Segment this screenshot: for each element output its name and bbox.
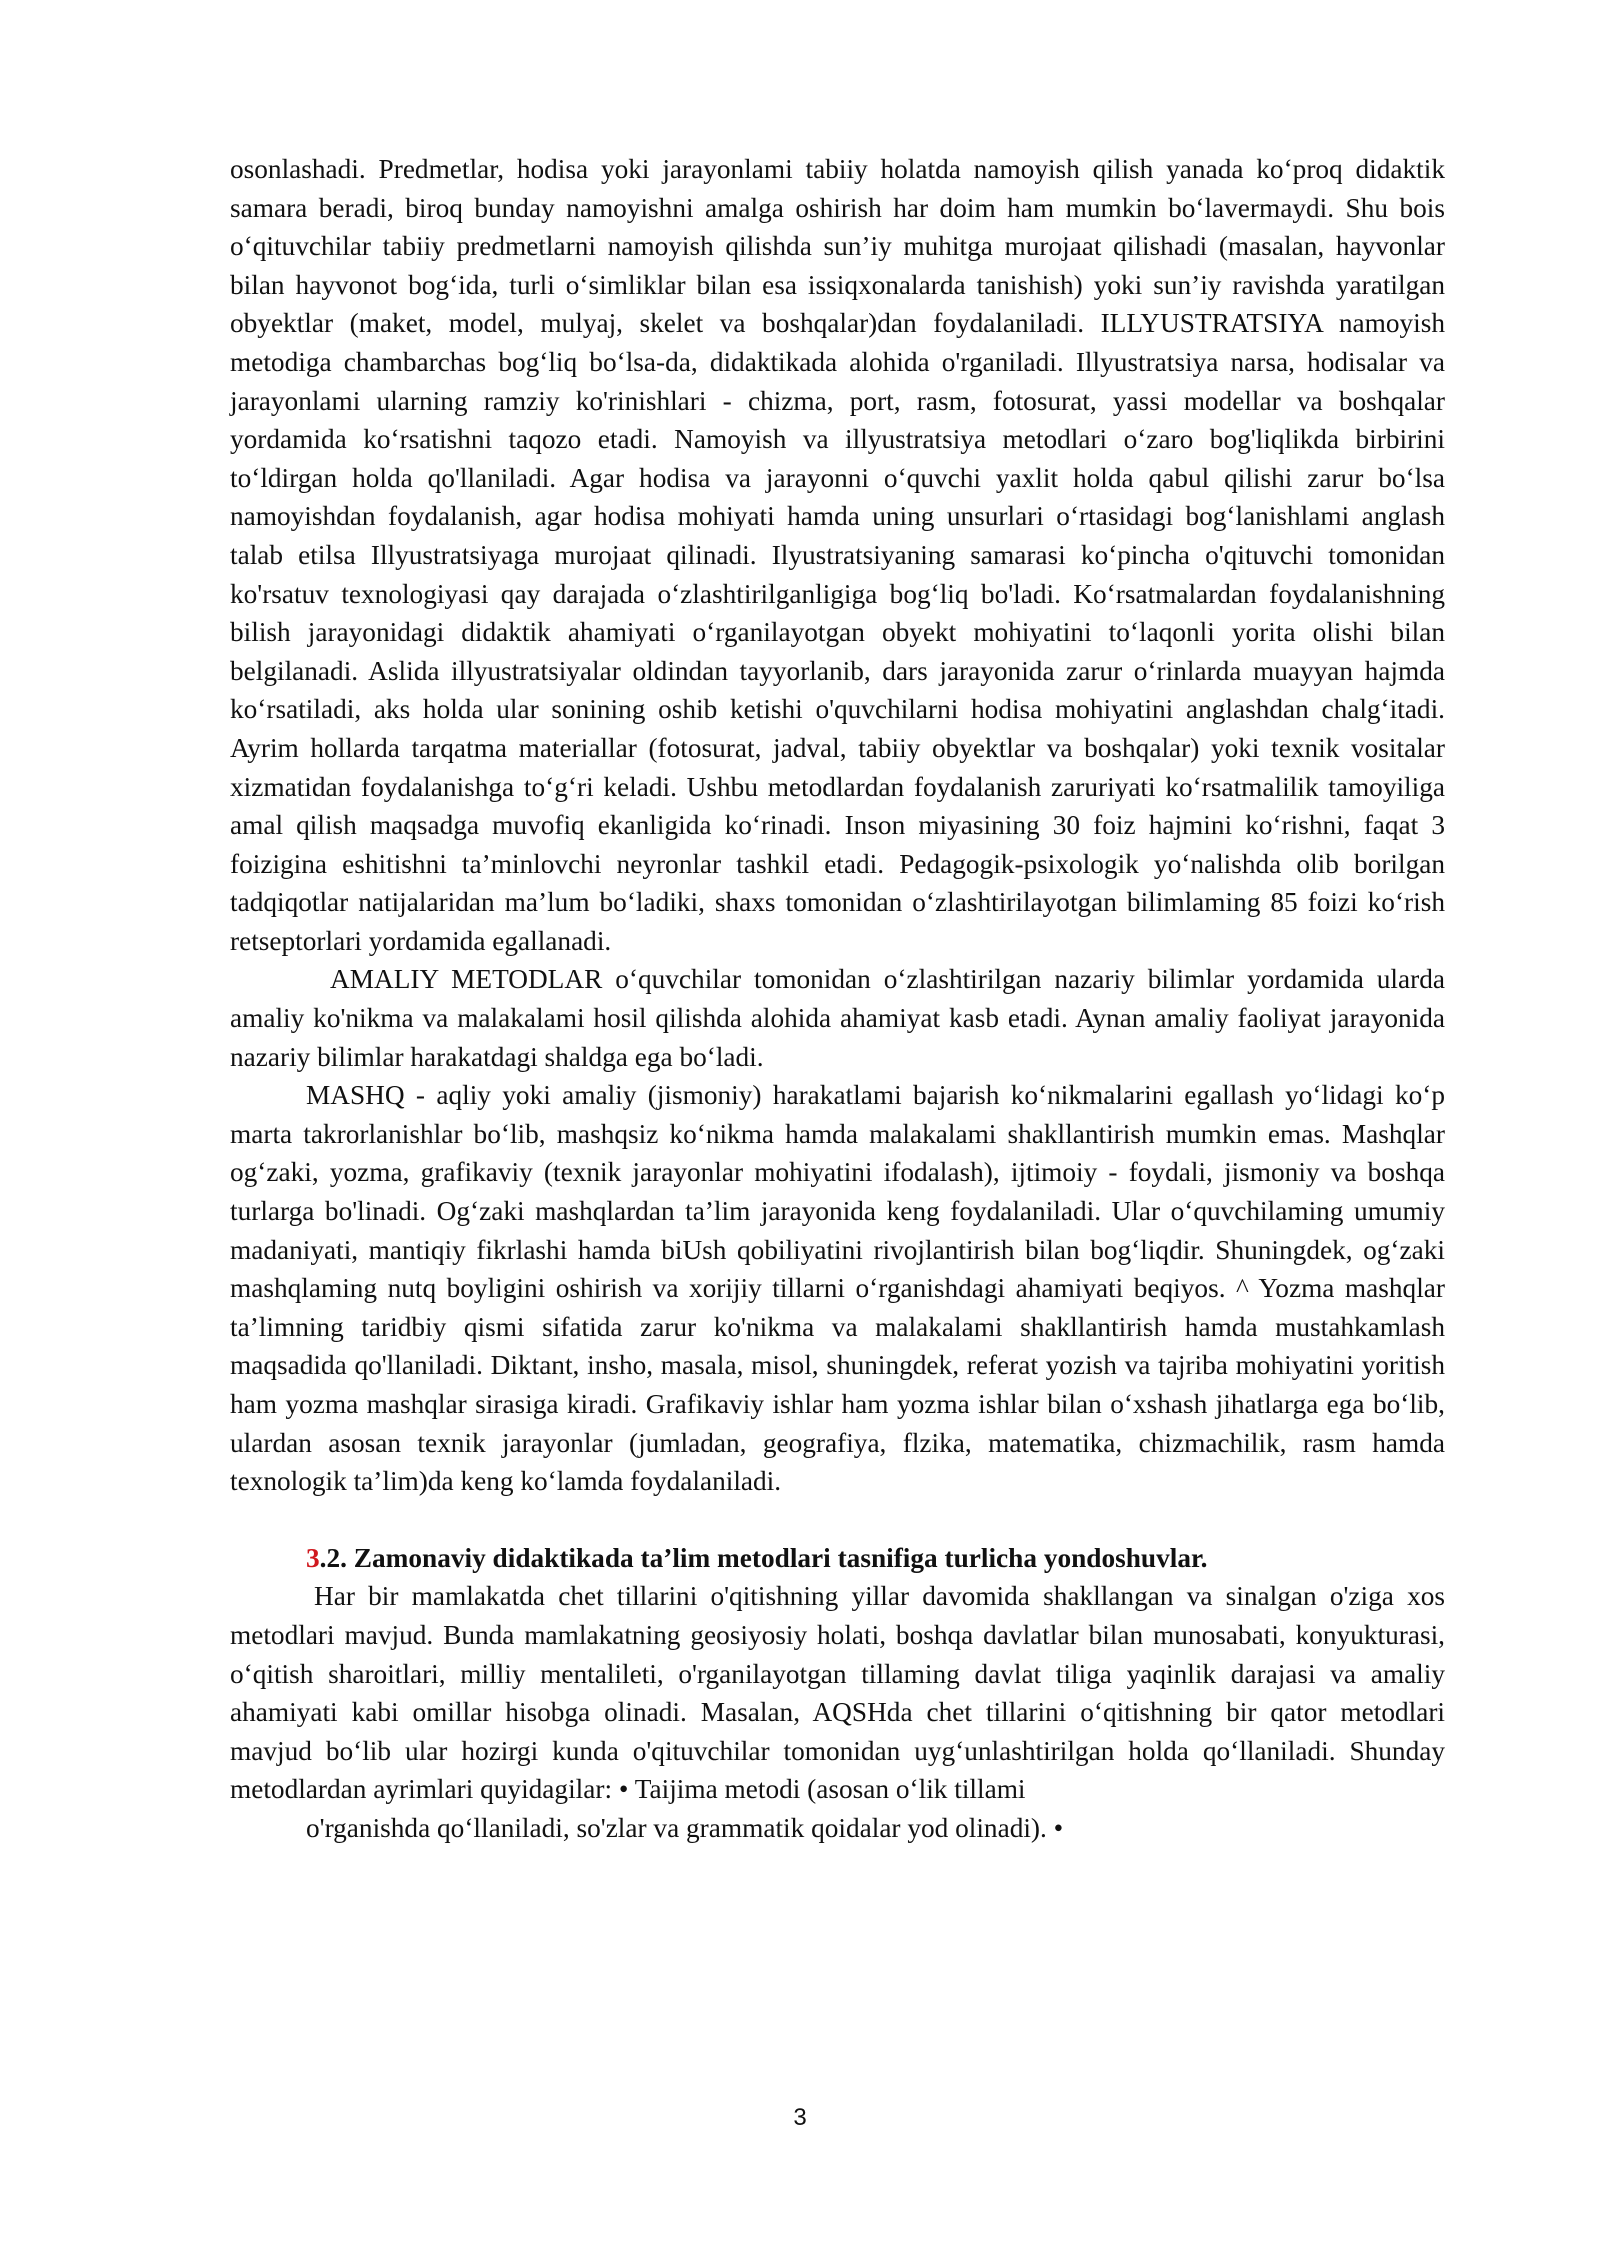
section-heading [230,1539,1445,1578]
document-page [230,150,1445,1848]
paragraph-exercise: MASHQ - aqliy yoki amaliy (jismoniy) harakatlami bajarish ko‘nikmalarini egallash yo‘lidagi ko‘p marta takrorlanishlar bo‘lib, mashqsiz ko‘nikma hamda malakalami shakllantirish mumkin emas. Mashqlar og‘zaki, yozma, grafikaviy (texnik jarayonlar mohiyatini ifodalash), ijtimoiy - foydali, jismoniy va boshqa turlarga bo'linadi. Og‘zaki mashqlardan ta’lim jarayonida keng foydalaniladi. Ular o‘quvchilaming umumiy madaniyati, mantiqiy fikrlashi hamda biUsh qobiliyatini rivojlantirish bilan bog‘liqdir. Shuningdek, og‘zaki mashqlaming nutq boyligini oshirish va xorijiy tillarni o‘rganishdagi ahamiyati beqiyos. ^ Yozma mashqlar ta’limning taridbiy qismi sifatida zarur ko'nikma va malakalami shakllantirish hamda mustahkamlash maqsadida qo'llaniladi. Diktant, insho, masala, misol, shuningdek, referat yozish va tajriba mohiyatini yoritish ham yozma mashqlar sirasiga kiradi. Grafikaviy ishlar ham yozma ishlar bilan o‘xshash jihatlarga ega bo‘lib, ulardan asosan texnik jarayonlar (jumladan, geografiya, flzika, matematika, chizmachilik, rasm hamda texnologik ta’lim)da keng ko‘lamda foydalaniladi. [230,1080,1445,1497]
section-heading-text: .2. Zamonaviy didaktikada ta’lim metodlari tasnifiga turlicha yondoshuvlar. [319,1542,1208,1573]
paragraph-illustration-methods: osonlashadi. Predmetlar, hodisa yoki jarayonlami tabiiy holatda namoyish qilish yanada ko‘proq didaktik samara beradi, biroq bunday namoyishni amalga oshirish har doim ham mumkin bo‘lavermaydi. Shu bois o‘qituvchilar tabiiy predmetlarni namoyish qilishda sun’iy muhitga murojaat qilishadi (masalan, hayvonlar bilan hayvonot bog‘ida, turli o‘simliklar bilan esa issiqxonalarda tanishish) yoki sun’iy ravishda yaratilgan obyektlar (maket, model, mulyaj, skelet va boshqalar)dan foydalaniladi. ILLYUSTRATSIYA namoyish metodiga chambarchas bog‘liq bo‘lsa-da, didaktikada alohida o'rganiladi. Illyustratsiya narsa, hodisalar va jarayonlami ularning ramziy ko'rinishlari - chizma, port, rasm, fotosurat, yassi modellar va boshqalar yordamida ko‘rsatishni taqozo etadi. Namoyish va illyustratsiya metodlari o‘zaro bog'liqlikda birbirini to‘ldirgan holda qo'llaniladi. Agar hodisa va jarayonni o‘quvchi yaxlit holda qabul qilishi zarur bo‘lsa namoyishdan foydalanish, agar hodisa mohiyati hamda uning unsurlari o‘rtasidagi bog‘lanishlami anglash talab etilsa Illyustratsiyaga murojaat qilinadi. Ilyustratsiyaning samarasi ko‘pincha o'qituvchi tomonidan ko'rsatuv texnologiyasi qay darajada o‘zlashtirilganligiga bog‘liq bo'ladi. Ko‘rsatmalardan foydalanishning bilish jarayonidagi didaktik ahamiyati o‘rganilayotgan obyekt mohiyatini to‘laqonli yorita olishi bilan belgilanadi. Aslida illyustratsiyalar oldindan tayyorlanib, dars jarayonida zarur o‘rinlarda muayyan hajmda ko‘rsatiladi, aks holda ular sonining oshib ketishi o'quvchilarni hodisa mohiyatini anglashdan chalg‘itadi. Ayrim hollarda tarqatma materiallar (fotosurat, jadval, tabiiy obyektlar va boshqalar) yoki texnik vositalar xizmatidan foydalanishga to‘g‘ri keladi. Ushbu metodlardan foydalanish zaruriyati ko‘rsatmalilik tamoyiliga amal qilish maqsadga muvofiq ekanligida ko‘rinadi. Inson miyasining 30 foiz hajmini ko‘rishni, faqat 3 foizigina eshitishni ta’minlovchi neyronlar tashkil etadi. Pedagogik-psixologik yo‘nalishda olib borilgan tadqiqotlar natijalaridan ma’lum bo‘ladiki, shaxs tomonidan o‘zlashtirilayotgan bilimlaming 85 foizi ko‘rish retseptorlari yordamida egallanadi. [230,154,1445,956]
page-number: 3 [793,2104,807,2131]
paragraph-foreign-language-methods: Har bir mamlakatda chet tillarini o'qitishning yillar davomida shakllangan va sinalgan o'ziga xos metodlari mavjud. Bunda mamlakatning geosiyosiy holati, boshqa davlatlar bilan munosabati, konyukturasi, o‘qitish sharoitlari, milliy mentalileti, o'rganilayotgan tillaming davlat tiliga yaqinlik darajasi va amaliy ahamiyati kabi omillar hisobga olinadi. Masalan, AQSHda chet tillarini o‘qitishning bir qator metodlari mavjud bo‘lib ular hozirgi kunda o'qituvchilar tomonidan uyg‘unlashtirilgan holda qo‘llaniladi. Shunday metodlardan ayrimlari quyidagilar: • Taijima metodi (asosan o‘lik tillami [230,1581,1445,1805]
paragraph-practical-methods: AMALIY METODLAR o‘quvchilar tomonidan o‘zlashtirilgan nazariy bilimlar yordamida ularda amaliy ko'nikma va malakalami hosil qilishda alohida ahamiyat kasb etadi. Aynan amaliy faoliyat jarayonida nazariy bilimlar harakatdagi shaldga ega bo‘ladi. [230,964,1445,1072]
section-heading-number: 3 [306,1542,320,1573]
paragraph-continuation: o'rganishda qo‘llaniladi, so'zlar va grammatik qoidalar yod olinadi). • [306,1812,1064,1843]
